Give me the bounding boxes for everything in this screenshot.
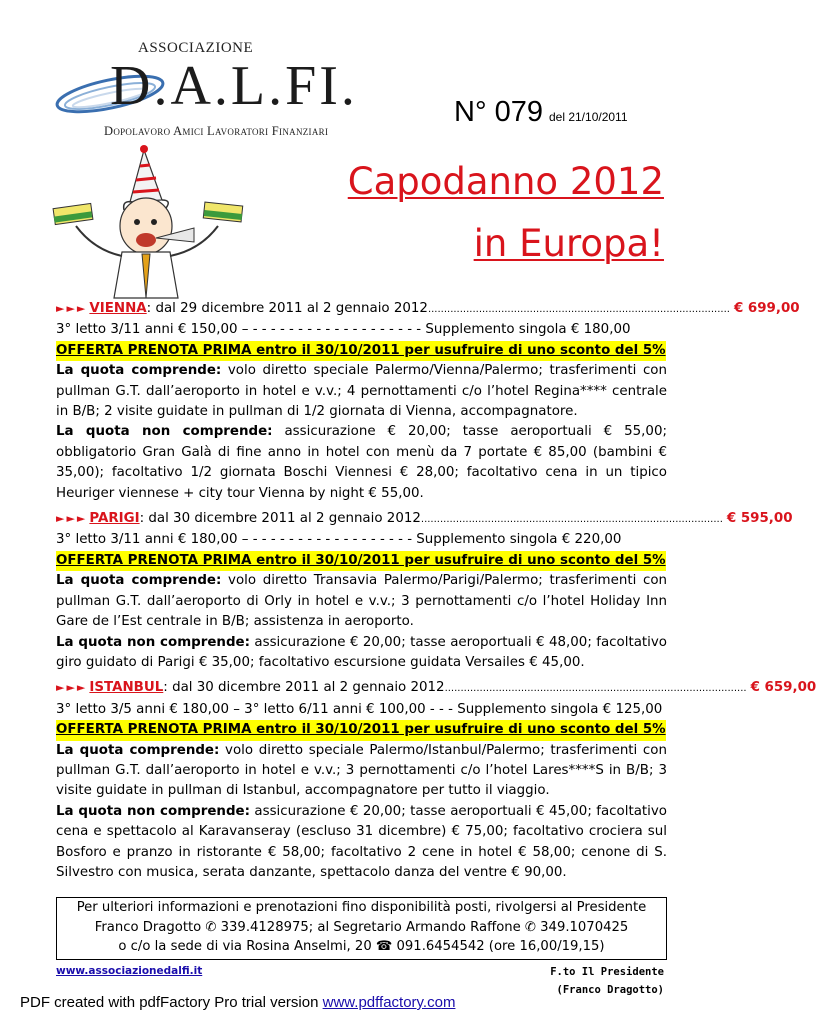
contact-line-1: Per ulteriori informazioni e prenotazioni fino disponibilità posti, rivolgersi al Presidente: [76, 900, 647, 915]
includes-text: volo diretto Transavia Palermo/Parigi/Palermo; trasferimenti con pullman G.T. dall’aeroporto di Orly in hotel e v.v.; 3 pernottamenti c/o l’hotel Holiday Inn Gare de l’Est centrale in B/B; assistenza in aeroporto.: [56, 573, 667, 630]
issue-number: [454, 96, 628, 129]
offer-banner: OFFERTA PRENOTA PRIMA entro il 30/10/2011 per usufruire di uno sconto del 5%: [56, 341, 666, 361]
association-logo: [52, 40, 358, 142]
includes-label: La quota comprende:: [56, 363, 222, 379]
includes-text: volo diretto speciale Palermo/Istanbul/Palermo; trasferimenti con pullman G.T. dall’aeroporto in hotel e v.v.; 3 pernottamenti c/o l’hotel Lares****S in B/B; 3 visite guidate in pullman di Istanbul, accompagnatore per tutto il viaggio.: [56, 742, 667, 799]
destination-name: VIENNA: [89, 301, 147, 316]
trip-extra: 3° letto 3/5 anni € 180,00 – 3° letto 6/11 anni € 100,00 - - - Supplemento singola € 125,00: [56, 701, 663, 717]
destination-name: PARIGI: [89, 511, 140, 527]
trip-istanbul: [56, 678, 816, 883]
trip-header: [56, 299, 800, 320]
trip-dates: : dal 30 dicembre 2011 al 2 gennaio 2012: [163, 680, 445, 696]
trip-dates: : dal 30 dicembre 2011 al 2 gennaio 2012: [139, 511, 421, 527]
includes-label: La quota comprende:: [56, 573, 222, 589]
contact-line-3: o c/o la sede di via Rosina Anselmi, 20 ☎ 091.6454542 (ore 16,00/19,15): [118, 939, 605, 954]
leader-dots: ...............................................................................................: [420, 514, 723, 526]
logo-association-label: ASSOCIAZIONE: [138, 40, 254, 56]
trip-extra: 3° letto 3/11 anni € 150,00 – - - - - - - - - - - - - - - - - - - - Supplemento singola € 180,00: [56, 322, 631, 338]
trip-price: € 595,00: [726, 511, 793, 527]
clown-party-hat-icon: [44, 140, 254, 298]
excludes-text: assicurazione € 20,00; tasse aeroportuali € 48,00; facoltativo giro guidato di Parigi € 35,00; facoltativo escursione guidata Versailes € 45,00.: [56, 634, 667, 670]
pdffactory-link[interactable]: www.pdffactory.com: [322, 994, 456, 1011]
pdf-note-text: PDF created with pdfFactory Pro trial version: [20, 994, 323, 1011]
signature: [550, 963, 664, 999]
logo-subtitle: Dopolavoro Amici Lavoratori Finanziari: [104, 124, 329, 138]
leader-dots: ...............................................................................................: [444, 683, 747, 695]
trip-excludes: [56, 802, 667, 884]
offer-banner: OFFERTA PRENOTA PRIMA entro il 30/10/2011 per usufruire di uno sconto del 5%: [56, 720, 666, 740]
leader-dots: ...............................................................................................: [427, 304, 730, 315]
trip-includes: [56, 571, 667, 632]
trip-excludes: [56, 633, 667, 674]
trip-price: € 659,00: [750, 680, 816, 696]
trip-price: € 699,00: [733, 301, 800, 316]
signature-name: (Franco Dragotto): [556, 984, 664, 996]
includes-text: volo diretto speciale Palermo/Vienna/Palermo; trasferimenti con pullman G.T. dall’aeroporto in hotel e v.v.; 4 pernottamenti c/o l’hotel Regina**** centrale in B/B; 2 visite guidate in pullman di 1/2 giornata di Vienna, accompagnatore.: [56, 363, 667, 420]
offer-banner: OFFERTA PRENOTA PRIMA entro il 30/10/2011 per usufruire di uno sconto del 5%: [56, 551, 666, 571]
excludes-label: La quota non comprende:: [56, 424, 273, 440]
excludes-text: assicurazione € 20,00; tasse aeroportuali € 45,00; facoltativo cena e spettacolo al Karavanseray (escluso 31 dicembre) € 75,00; facoltativo crociera sul Bosforo e pranzo in ristorante € 58,00; facoltativo 2 cene in hotel € 58,00; cenone di S. Silvestro con musica, serata danzante, spettacolo danza del ventre € 90,00.: [56, 803, 667, 880]
issue-number-text: N° 079: [454, 96, 543, 128]
triple-arrow-icon: ►►►: [56, 681, 88, 695]
page-title-line1: Capodanno 2012: [347, 160, 664, 203]
excludes-label: La quota non comprende:: [56, 634, 250, 650]
trip-includes: [56, 741, 667, 802]
triple-arrow-icon: ►►►: [56, 512, 88, 526]
contact-line-2: Franco Dragotto ✆ 339.4128975; al Segretario Armando Raffone ✆ 349.1070425: [94, 919, 629, 935]
trip-extra: 3° letto 3/11 anni € 180,00 – - - - - - - - - - - - - - - - - - - Supplemento singola € 220,00: [56, 532, 622, 548]
page-title-line2: in Europa!: [473, 222, 664, 265]
trip-parigi: [56, 509, 793, 673]
logo-name: D.A.L.FI.: [110, 55, 358, 117]
pdf-footer-note: [20, 994, 455, 1011]
trip-excludes: [56, 422, 667, 504]
trip-vienna: [56, 299, 800, 504]
trip-list: [56, 299, 816, 888]
trip-header: [56, 509, 793, 530]
includes-label: La quota comprende:: [56, 742, 220, 758]
excludes-text: assicurazione € 20,00; tasse aeroportuali € 55,00; obbligatorio Gran Galà di fine anno in hotel con menù da 7 portate € 85,00 (bambini € 35,00); facoltativo 1/2 giornata Boschi Viennesi € 28,00; facoltativo cena in un tipico Heuriger viennese + city tour Vienna by night € 55,00.: [56, 424, 667, 501]
signature-title: F.to Il Presidente: [550, 966, 664, 978]
destination-name: ISTANBUL: [89, 680, 164, 696]
contact-info-box: [56, 897, 667, 960]
website-link[interactable]: www.associazionedalfi.it: [56, 965, 203, 977]
issue-date: del 21/10/2011: [548, 110, 628, 124]
trip-includes: [56, 361, 667, 422]
triple-arrow-icon: ►►►: [56, 302, 88, 315]
trip-dates: : dal 29 dicembre 2011 al 2 gennaio 2012: [146, 301, 428, 316]
trip-header: [56, 678, 816, 699]
excludes-label: La quota non comprende:: [56, 803, 250, 819]
